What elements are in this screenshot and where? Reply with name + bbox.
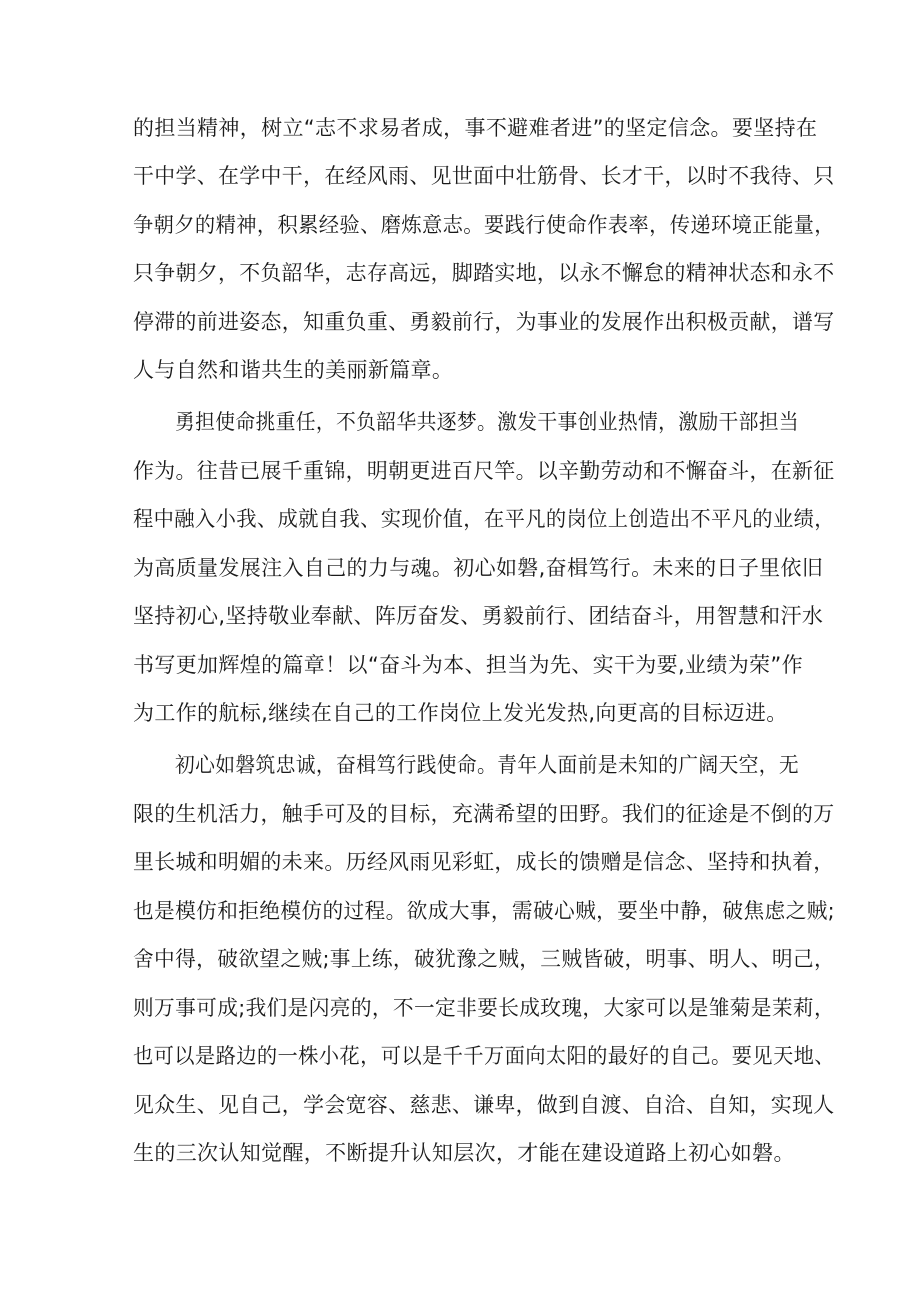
paragraph-2-line-1: 勇担使命挑重任，不负韶华共逐梦。激发干事创业热情，激励干部担当 — [175, 410, 800, 434]
paragraph-3-line-9: 生的三次认知觉醒，不断提升认知层次，才能在建设道路上初心如磐。 — [133, 1141, 795, 1165]
paragraph-3-line-5: 舍中得，破欲望之贼;事上练，破犹豫之贼，三贼皆破，明事、明人、明己， — [133, 947, 836, 971]
paragraph-3-line-1: 初心如磐筑忠诚，奋楫笃行践使命。青年人面前是未知的广阔天空，无 — [175, 753, 800, 777]
paragraph-3-line-6: 则万事可成;我们是闪亮的，不一定非要长成玫瑰，大家可以是雏菊是茉莉， — [133, 996, 836, 1020]
paragraph-3-line-4: 也是模仿和拒绝模仿的过程。欲成大事，需破心贼，要坐中静，破焦虑之贼; — [133, 899, 836, 923]
paragraph-2-line-6: 书写更加辉煌的篇章！以“奋斗为本、担当为先、实干为要,业绩为荣”作 — [133, 653, 803, 677]
paragraph-3-line-3: 里长城和明媚的未来。历经风雨见彩虹，成长的馈赠是信念、坚持和执着， — [133, 850, 835, 874]
paragraph-1-line-2: 干中学、在学中干，在经风雨、见世面中壮筋骨、长才干，以时不我待、只 — [133, 164, 835, 188]
paragraph-1-line-3: 争朝夕的精神，积累经验、磨炼意志。要践行使命作表率，传递环境正能量， — [133, 213, 835, 237]
paragraph-1-line-5: 停滞的前进姿态，知重负重、勇毅前行，为事业的发展作出积极贡献，谱写 — [133, 310, 835, 334]
paragraph-2-line-3: 程中融入小我、成就自我、实现价值，在平凡的岗位上创造出不平凡的业绩， — [133, 507, 835, 531]
paragraph-1-line-1: 的担当精神，树立“志不求易者成，事不避难者进”的坚定信念。要坚持在 — [133, 116, 818, 140]
paragraph-1-line-4: 只争朝夕，不负韶华，志存高远，脚踏实地，以永不懈怠的精神状态和永不 — [133, 261, 835, 285]
paragraph-2-line-5: 坚持初心,坚持敬业奉献、阵厉奋发、勇毅前行、团结奋斗，用智慧和汗水 — [133, 604, 824, 628]
paragraph-1-line-6: 人与自然和谐共生的美丽新篇章。 — [133, 358, 454, 382]
paragraph-3-line-8: 见众生、见自己，学会宽容、慈悲、谦卑，做到自渡、自洽、自知，实现人 — [133, 1093, 835, 1117]
paragraph-2-line-4: 为高质量发展注入自己的力与魂。初心如磐,奋楫笃行。未来的日子里依旧 — [133, 556, 824, 580]
paragraph-2-line-7: 为工作的航标,继续在自己的工作岗位上发光发热,向更高的目标迈进。 — [133, 701, 788, 725]
paragraph-2-line-2: 作为。往昔已展千重锦，明朝更进百尺竿。以辛勤劳动和不懈奋斗，在新征 — [133, 459, 835, 483]
paragraph-3-line-2: 限的生机活力，触手可及的目标，充满希望的田野。我们的征途是不倒的万 — [133, 802, 835, 826]
paragraph-3-line-7: 也可以是路边的一株小花，可以是千千万面向太阳的最好的自己。要见天地、 — [133, 1044, 835, 1068]
